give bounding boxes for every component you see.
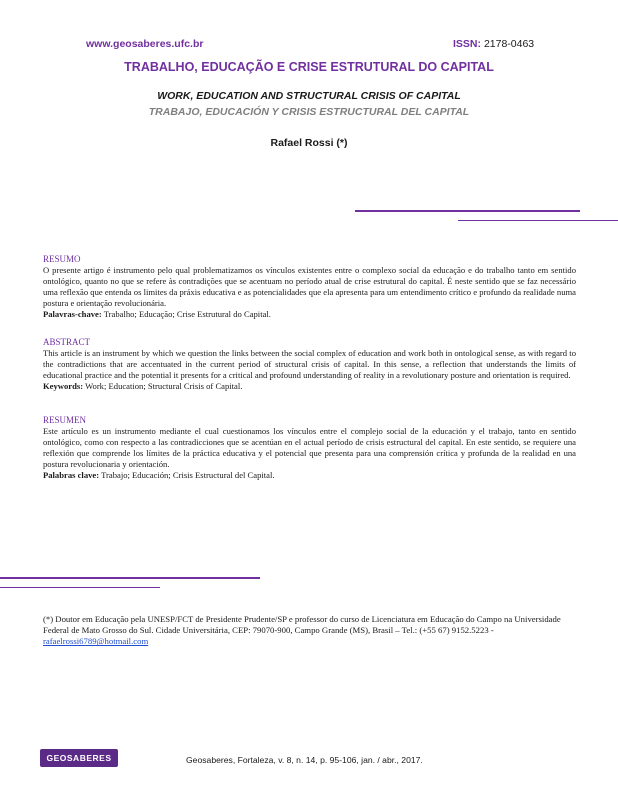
resumo-body: O presente artigo é instrumento pelo qual problematizamos os vínculos existentes entre o complexo social da educação e do trabalho tanto em sentido ontológico, quanto no que se refere às contradições que se acentuam no período atual de crise estrutural do capital. É neste sentido que se faz necessário uma reflexão que entenda os limites da práxis educativa e as potencialidades que ela apresenta para um entendimento crítico e profundo da realidade numa postura e orientação revolucionária.	[43, 264, 576, 308]
journal-citation: Geosaberes, Fortaleza, v. 8, n. 14, p. 95-106, jan. / abr., 2017.	[186, 755, 423, 765]
resumen-keywords-label: Palabras clave:	[43, 469, 100, 480]
abstract-keywords-label: Keywords:	[43, 380, 84, 391]
logo-text: GEOSABERES	[46, 753, 112, 763]
divider-rule	[458, 220, 618, 221]
resumen-section	[43, 415, 576, 480]
divider-rule	[355, 210, 580, 212]
title-english: WORK, EDUCATION AND STRUCTURAL CRISIS OF CAPITAL	[157, 90, 461, 102]
divider-rule	[0, 577, 260, 579]
author-footnote	[43, 614, 576, 648]
title-spanish: TRABAJO, EDUCACIÓN Y CRISIS ESTRUCTURAL DEL CAPITAL	[148, 106, 470, 118]
abstract-body: This article is an instrument by which we question the links between the social complex of education and work both in ontological sense, as with regard to the contradictions that are accentuated in the current period of structural crisis of capital. In this sense, a reflection that understands the limits of educational practice and the potential it presents for a critical and profound understanding of reality in a revolutionary posture and orientation is required.	[43, 347, 576, 380]
title-portuguese: TRABALHO, EDUCAÇÃO E CRISE ESTRUTURAL DO CAPITAL	[124, 60, 494, 74]
journal-site-link[interactable]: www.geosaberes.ufc.br	[86, 38, 204, 50]
issn-label: ISSN:	[453, 38, 482, 50]
footnote-text: (*) Doutor em Educação pela UNESP/FCT de Presidente Prudente/SP e professor do curso de Licenciatura em Educação do Campo na Universidade Federal de Mato Grosso do Sul. Cidade Universitária, CEP: 79070-900, Campo Grande (MS), Brasil – Tel.: (+55 67) 9152.5223 -	[43, 614, 561, 636]
divider-rule	[0, 587, 160, 588]
issn	[453, 38, 534, 50]
resumo-section	[43, 254, 576, 319]
resumen-keywords: Trabajo; Educación; Crisis Estructural del Capital.	[99, 469, 275, 480]
abstract-heading: ABSTRACT	[43, 337, 91, 347]
author-name: Rafael Rossi (*)	[270, 137, 348, 149]
resumo-heading: RESUMO	[43, 254, 81, 264]
resumo-keywords-label: Palavras-chave:	[43, 308, 102, 319]
author-email-link[interactable]: rafaelrossi6789@hotmail.com	[43, 636, 149, 647]
issn-value: 2178-0463	[483, 38, 535, 50]
abstract-section	[43, 337, 576, 392]
abstract-keywords: Work; Education; Structural Crisis of Capital.	[83, 380, 243, 391]
resumen-body: Este artículo es un instrumento mediante el cual cuestionamos los vínculos entre el complejo social de la educación y el trabajo, tanto en sentido ontológico, como con respecto a las contradicciones que se acentúan en el actual período de crisis estructural del capital. En este sentido, se requiere una reflexión que comprende los límites de la práctica educativa y el potencial que presenta para una comprensión crítica y profunda de la realidad en una postura revolucionaria y orientación.	[43, 425, 576, 469]
resumen-heading: RESUMEN	[43, 415, 87, 425]
geosaberes-logo	[40, 749, 118, 767]
resumo-keywords: Trabalho; Educação; Crise Estrutural do Capital.	[101, 308, 271, 319]
